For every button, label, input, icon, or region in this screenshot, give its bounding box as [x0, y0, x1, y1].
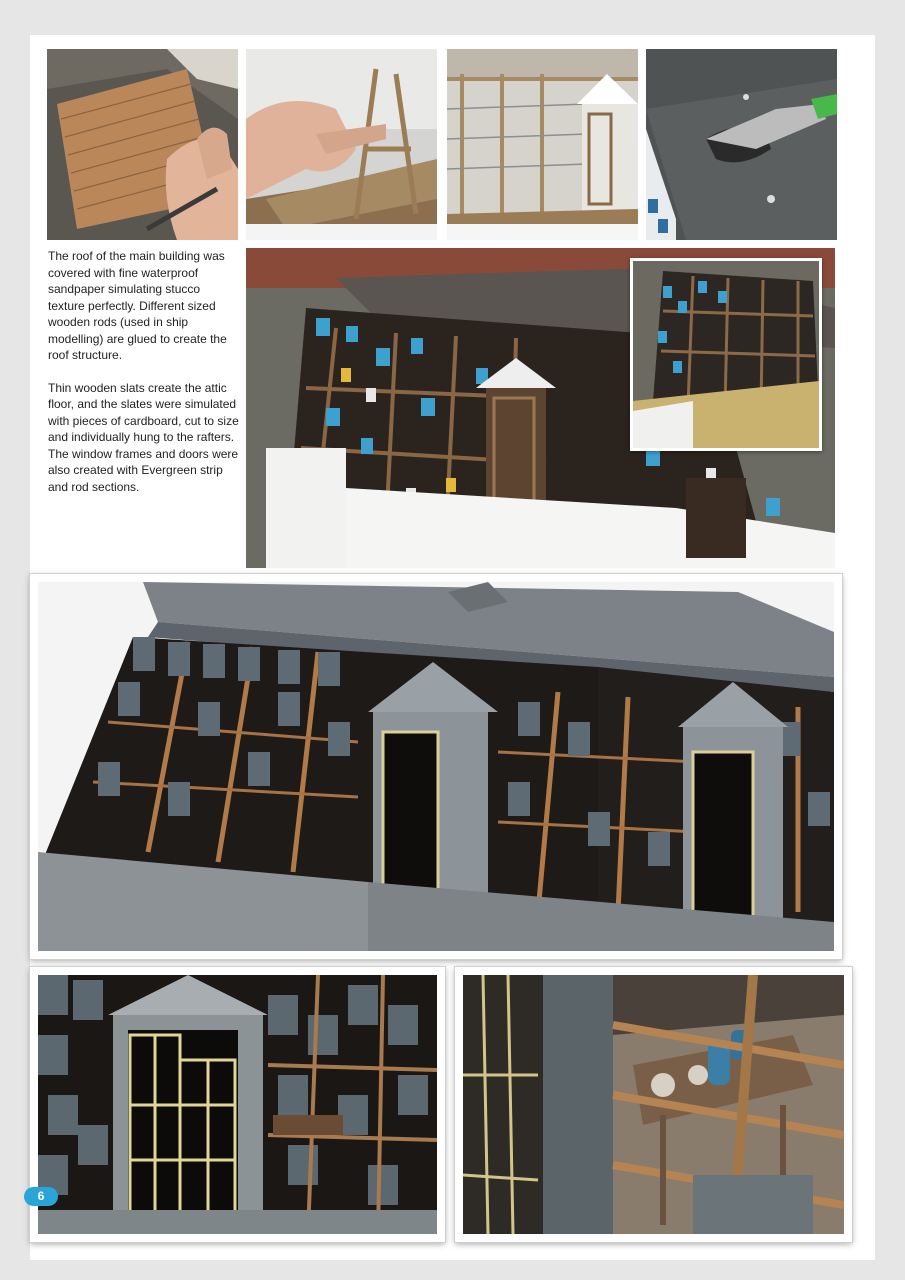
- photo-cutting-sandpaper: [47, 49, 238, 240]
- photo-roof-frame: [447, 49, 638, 240]
- caption-text: [48, 248, 240, 511]
- page-number-badge: 6: [24, 1187, 58, 1206]
- caption-paragraph-1: The roof of the main building was covered with fine waterproof sandpaper simulating stucco texture perfectly. Different sized wooden rods (used in ship modelling) are glued to create the roof structure.: [48, 249, 227, 362]
- photo-attic-interior: [455, 967, 852, 1242]
- photo-rods-assembly: [246, 49, 437, 240]
- caption-paragraph-2: Thin wooden slats create the attic floor, and the slates were simulated with pieces of cardboard, cut to size and individually hung to the rafters. The window frames and doors were also created with Evergreen strip and rod sections.: [48, 380, 239, 494]
- photo-inset-attic-floor: [630, 258, 822, 451]
- photo-dormer-window: [30, 967, 445, 1242]
- photo-roof-hole: [646, 49, 837, 240]
- photo-weathered-roof: [30, 574, 842, 959]
